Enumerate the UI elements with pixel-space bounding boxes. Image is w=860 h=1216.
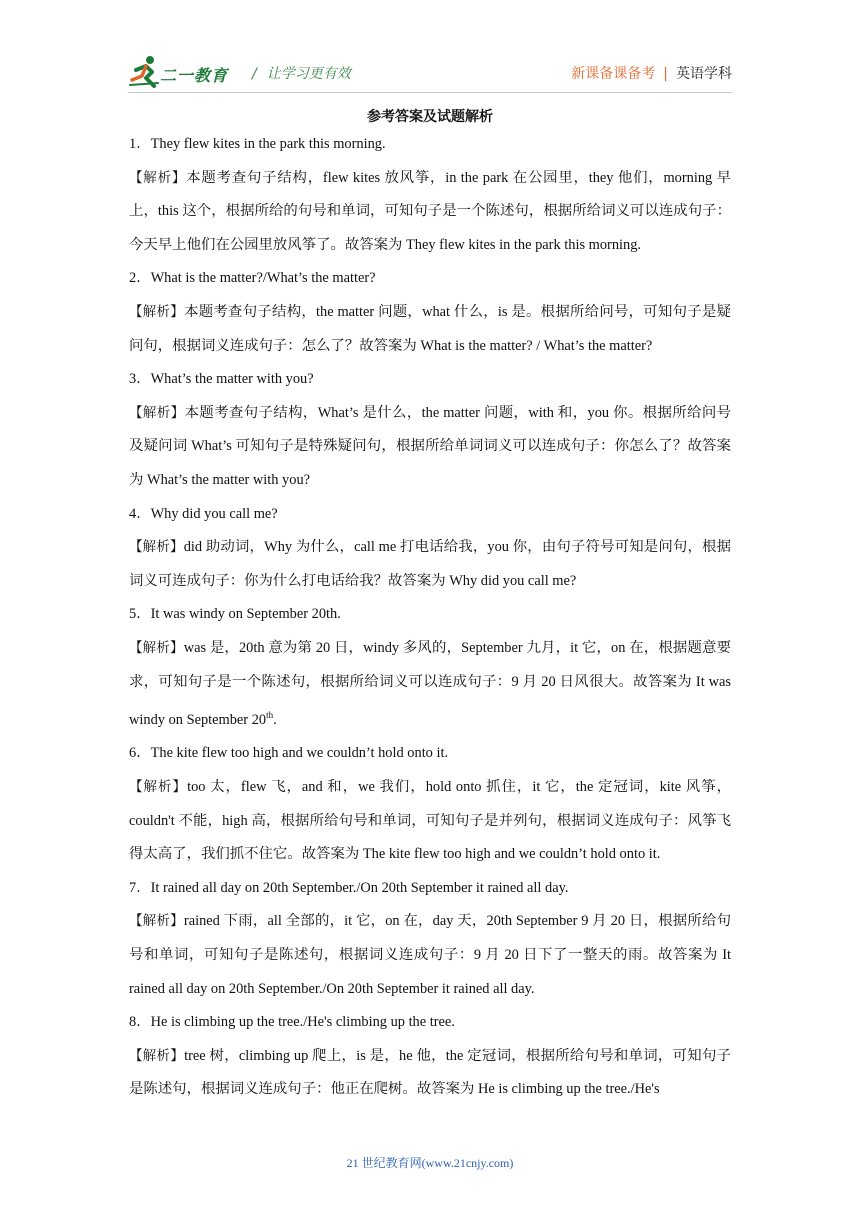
answer-2: 2．What is the matter?/What’s the matter? — [129, 270, 376, 287]
header-rule — [128, 92, 732, 93]
explanation-7 — [129, 905, 731, 1006]
slogan-text: 让学习更有效 — [266, 66, 351, 82]
explanation-tag: 【解析】 — [129, 303, 185, 320]
slash-divider: / — [252, 66, 257, 82]
explanation-text: did 助动词，Why 为什么，call me 打电话给我，you 你，由句子符号可知是问句，根据词义可连成句子：你为什么打电话给我？故答案为 Why did you call me? — [129, 539, 732, 589]
header-right — [571, 63, 732, 83]
answer-6: 6．The kite flew too high and we couldn’t hold onto it. — [129, 745, 449, 762]
page-footer[interactable]: 21 世纪教育网(www.21cnjy.com) — [346, 1156, 514, 1170]
answer-7: 7．It rained all day on 20th September./On 20th September it rained all day. — [129, 879, 569, 896]
header-label-course: 新课备课备考 — [571, 66, 656, 82]
page-title: 参考答案及试题解析 — [367, 109, 493, 125]
explanation-5 — [129, 632, 731, 738]
page-header — [128, 52, 732, 92]
explanation-end: . — [273, 711, 277, 728]
answer-3: 3．What’s the matter with you? — [129, 371, 314, 388]
logo-text: 二一教育 — [160, 66, 229, 85]
explanation-6 — [129, 771, 731, 872]
explanation-text: was 是，20th 意为第 20 日，windy 多风的，September 九月，it 它，on 在，根据题意要求，可知句子是一个陈述句，根据所给词义可以连成句子：9 月 20 日风很大。故答案为 It was windy on September 20 — [129, 639, 731, 728]
slogan — [252, 63, 351, 83]
answer-8: 8．He is climbing up the tree./He's climbing up the tree. — [129, 1014, 455, 1031]
explanation-tag: 【解析】 — [129, 404, 185, 421]
explanation-text: rained 下雨，all 全部的，it 它，on 在，day 天，20th September 9 月 20 日，根据所给句号和单词，可知句子是陈述句，根据词义连成句子：9 月 20 日下了一整天的雨。故答案为 It rained all day on 20th September./On 20th September it rained all day. — [129, 913, 732, 997]
explanation-3 — [129, 397, 731, 498]
explanation-text: 本题考查句子结构，flew kites 放风筝，in the park 在公园里，they 他们，morning 早上，this 这个，根据所给的句号和单词，可知句子是一个陈述句，根据所给词义可以连成句子：今天早上他们在公园里放风筝了。故答案为 They flew kites in the park this morning. — [129, 169, 731, 253]
logo — [128, 52, 238, 90]
explanation-text: 本题考查句子结构，What’s 是什么，the matter 问题，with 和，you 你。根据所给问号及疑问词 What’s 可知句子是特殊疑问句，根据所给单词词义可以连成句子：你怎么了？故答案为 What’s the matter with you? — [129, 404, 732, 488]
runner-logo-icon — [128, 54, 162, 88]
explanation-tag: 【解析】 — [129, 779, 188, 796]
explanation-text: too 太，flew 飞，and 和，we 我们，hold onto 抓住，it 它，the 定冠词，kite 风筝，couldn't 不能，high 高，根据所给句号和单词，可知句子是并列句，根据词义连成句子：风筝飞得太高了，我们抓不住它。故答案为 The kite flew too high and we couldn’t hold onto it. — [129, 779, 731, 863]
answer-5: 5．It was windy on September 20th. — [129, 606, 341, 623]
explanation-1 — [129, 162, 731, 263]
explanation-tag: 【解析】 — [129, 639, 184, 656]
superscript-th: th — [266, 710, 274, 721]
explanation-tag: 【解析】 — [129, 539, 184, 556]
explanation-4 — [129, 531, 731, 598]
explanation-tag: 【解析】 — [129, 913, 184, 930]
answer-1: 1．They flew kites in the park this morning. — [129, 136, 386, 152]
answers-list — [129, 128, 731, 1107]
explanation-text: 本题考查句子结构，the matter 问题，what 什么，is 是。根据所给问号，可知句子是疑问句，根据词义连成句子：怎么了？故答案为 What is the matter? / What’s the matter? — [129, 303, 731, 354]
explanation-tag: 【解析】 — [129, 169, 187, 186]
explanation-2 — [129, 296, 731, 363]
answer-4: 4．Why did you call me? — [129, 505, 278, 522]
explanation-text: tree 树，climbing up 爬上，is 是，he 他，the 定冠词，根据所给句号和单词，可知句子是陈述句，根据词义连成句子：他正在爬树。故答案为 He is climbing up the tree./He's — [129, 1047, 731, 1098]
header-label-subject: 英语学科 — [676, 66, 732, 82]
header-separator: | — [663, 66, 668, 82]
explanation-tag: 【解析】 — [129, 1047, 185, 1064]
explanation-8 — [129, 1040, 731, 1107]
